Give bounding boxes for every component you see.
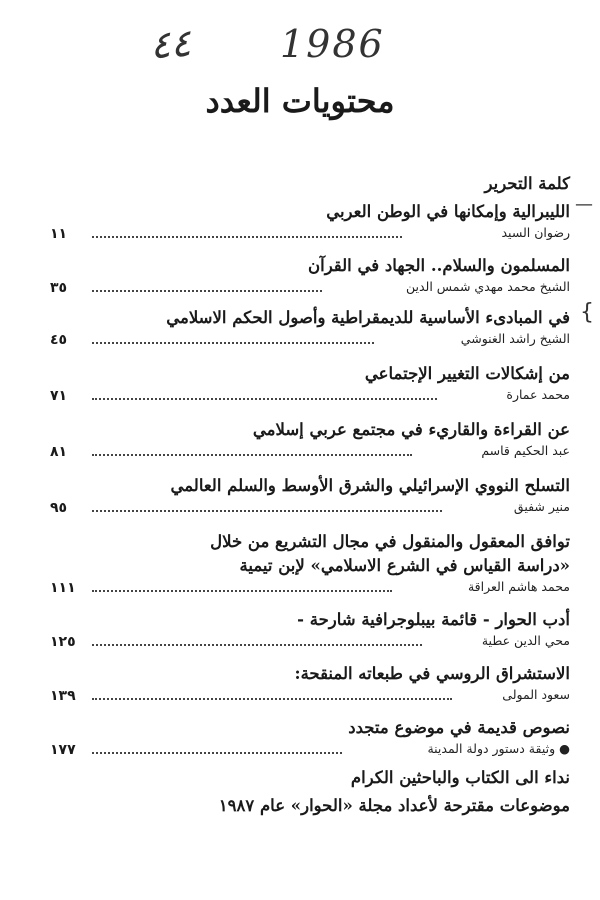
table-of-contents xyxy=(50,172,570,818)
toc-entry xyxy=(50,362,570,408)
entry-author: محمد عمارة xyxy=(506,387,570,402)
entry-page-number: ٩٥ xyxy=(50,500,68,516)
leader-dots xyxy=(92,644,422,646)
entry-title: توافق المعقول والمنقول في مجال التشريع من خلال xyxy=(210,532,570,551)
closing-line: نداء الى الكتاب والباحثين الكرام xyxy=(350,768,570,787)
entry-page-number: ١٢٥ xyxy=(50,634,76,650)
margin-mark-line: — xyxy=(575,194,593,215)
leader-dots xyxy=(92,590,392,592)
closing-line: موضوعات مقترحة لأعداد مجلة «الحوار» عام ١٩٨٧ xyxy=(218,796,570,815)
entry-author: محي الدين عطية xyxy=(481,633,570,648)
leader-dots xyxy=(92,698,452,700)
entry-page-number: ٨١ xyxy=(50,444,68,460)
entry-title: التسلح النووي الإسرائيلي والشرق الأوسط والسلم العالمي xyxy=(170,476,570,495)
entry-title: الليبرالية وإمكانها في الوطن العربي xyxy=(326,202,570,221)
entry-author: سعود المولى xyxy=(502,687,570,702)
entry-page-number: ٣٥ xyxy=(50,280,68,296)
entry-author: الشيخ راشد الغنوشي xyxy=(460,331,570,346)
entry-page-number: ١١ xyxy=(50,226,68,242)
editorial-entry xyxy=(50,172,570,200)
entry-author: رضوان السيد xyxy=(501,225,570,240)
entry-title: أدب الحوار - قائمة بيبلوجرافية شارحة - xyxy=(297,610,570,629)
toc-entry xyxy=(50,418,570,464)
leader-dots xyxy=(92,454,412,456)
closing-notes xyxy=(50,766,570,818)
entry-page-number: ٧١ xyxy=(50,388,68,404)
toc-entry xyxy=(50,530,570,600)
leader-dots xyxy=(92,752,342,754)
margin-bracket-mark: { xyxy=(580,300,594,325)
handwritten-year: 1986 xyxy=(280,22,385,66)
toc-entry xyxy=(50,254,570,300)
entry-title-line-2: «دراسة القياس في الشرع الاسلامي» لإبن تيمية xyxy=(239,556,570,575)
toc-entry xyxy=(50,608,570,654)
handwritten-issue-number: ٤٤ xyxy=(148,20,193,68)
entry-page-number: ٤٥ xyxy=(50,332,68,348)
editorial-title: كلمة التحرير xyxy=(484,174,570,193)
entry-title: المسلمون والسلام.. الجهاد في القرآن xyxy=(308,256,570,275)
leader-dots xyxy=(92,510,442,512)
entry-title: من إشكالات التغيير الإجتماعي xyxy=(364,364,570,383)
entry-page-number: ١١١ xyxy=(50,580,76,596)
leader-dots xyxy=(92,342,374,344)
leader-dots xyxy=(92,236,402,238)
entry-author: ● وثيقة دستور دولة المدينة xyxy=(427,741,570,756)
leader-dots xyxy=(92,290,322,292)
entry-title: نصوص قديمة في موضوع متجدد xyxy=(348,718,570,737)
toc-entry xyxy=(50,662,570,708)
toc-entry xyxy=(50,200,570,246)
entry-page-number: ١٧٧ xyxy=(50,742,76,758)
toc-entry xyxy=(50,306,570,352)
entry-author: عبد الحكيم قاسم xyxy=(481,443,570,458)
toc-entry xyxy=(50,474,570,520)
entry-title: الاستشراق الروسي في طبعاته المنقحة: xyxy=(294,664,570,683)
entry-author: منير شفيق xyxy=(513,499,570,514)
entry-page-number: ١٣٩ xyxy=(50,688,76,704)
leader-dots xyxy=(92,398,437,400)
entry-author: محمد هاشم العراقة xyxy=(467,579,570,594)
page-title: محتويات العدد xyxy=(205,82,395,120)
entry-author: الشيخ محمد مهدي شمس الدين xyxy=(406,279,570,294)
entry-title: في المبادىء الأساسية للديمقراطية وأصول الحكم الاسلامي xyxy=(166,308,570,327)
toc-entry xyxy=(50,716,570,762)
entry-title: عن القراءة والقاريء في مجتمع عربي إسلامي xyxy=(252,420,570,439)
